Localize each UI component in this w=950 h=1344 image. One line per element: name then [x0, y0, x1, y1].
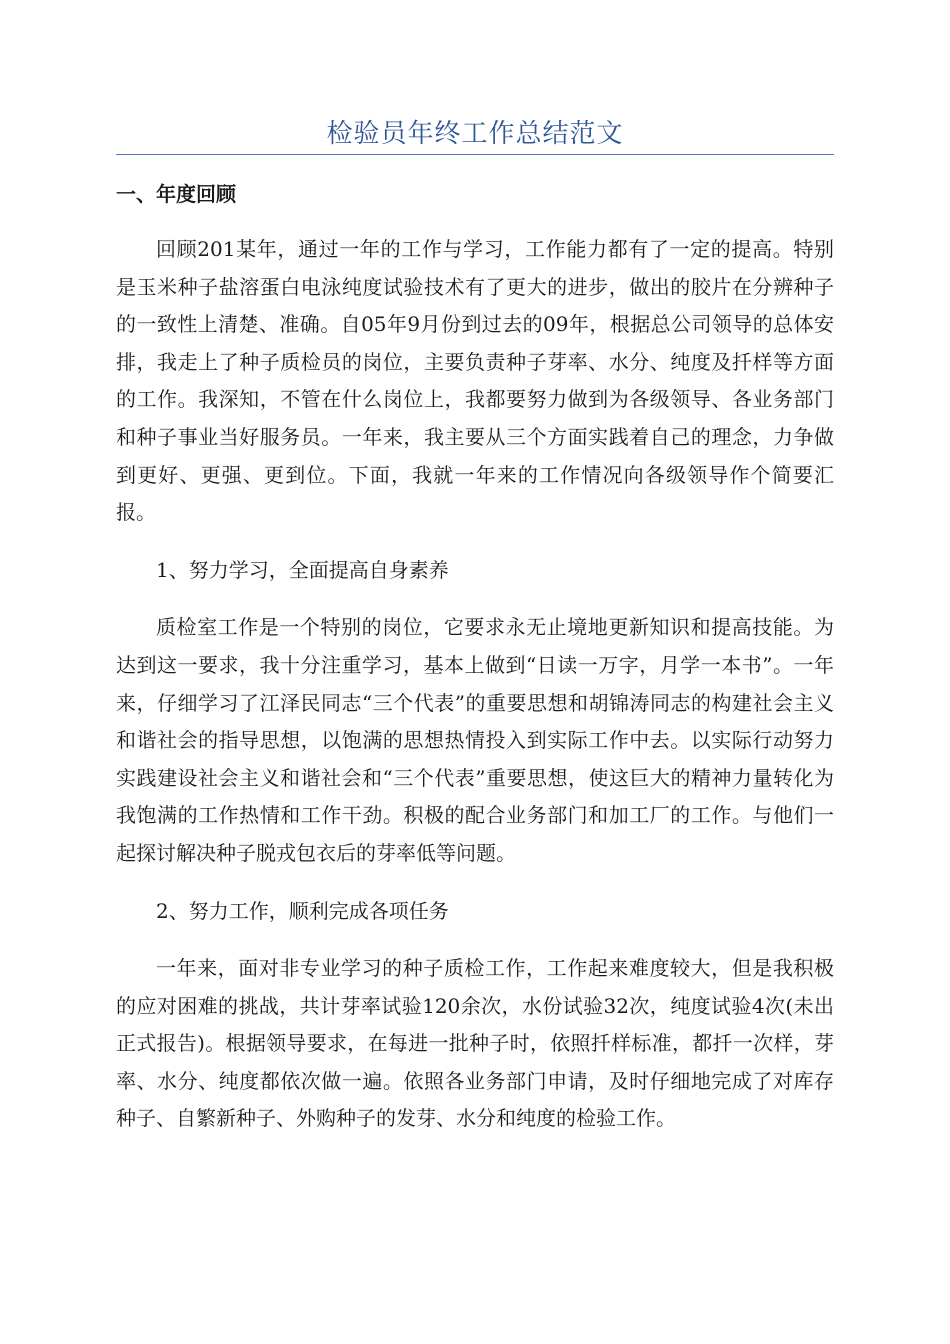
subheading-work: 2、努力工作，顺利完成各项任务 [156, 898, 449, 923]
paragraph-study: 质检室工作是一个特别的岗位，它要求永无止境地更新知识和提高技能。为达到这一要求，我十分注重学习，基本上做到“日读一万字，月学一本书”。一年来，仔细学习了江泽民同志“三个代表”的重要思想和胡锦涛同志的构建社会主义和谐社会的指导思想，以饱满的思想热情投入到实际工作中去。以实际行动努力实践建设社会主义和谐社会和“三个代表”重要思想，使这巨大的精神力量转化为我饱满的工作热情和工作干劲。积极的配合业务部门和加工厂的工作。与他们一起探讨解决种子脱戎包衣后的芽率低等问题。 [116, 615, 834, 865]
paragraph-work: 一年来，面对非专业学习的种子质检工作，工作起来难度较大，但是我积极的应对困难的挑战，共计芽率试验120余次，水份试验32次，纯度试验4次(未出正式报告)。根据领导要求，在每进一批种子时，依照扦样标准，都扦一次样，芽率、水分、纯度都依次做一遍。依照各业务部门申请，及时仔细地完成了对库存种子、自繁新种子、外购种子的发芽、水分和纯度的检验工作。 [116, 956, 834, 1131]
section-heading: 一、年度回顾 [116, 182, 236, 206]
subheading-study: 1、努力学习，全面提高自身素养 [156, 557, 449, 582]
paragraph-annual-review: 回顾201某年，通过一年的工作与学习，工作能力都有了一定的提高。特别是玉米种子盐溶蛋白电泳纯度试验技术有了更大的进步，做出的胶片在分辨种子的一致性上清楚、准确。自05年9月份到过去的09年，根据总公司领导的总体安排，我走上了种子质检员的岗位，主要负责种子芽率、水分、纯度及扦样等方面的工作。我深知，不管在什么岗位上，我都要努力做到为各级领导、各业务部门和种子事业当好服务员。一年来，我主要从三个方面实践着自己的理念，力争做到更好、更强、更到位。下面，我就一年来的工作情况向各级领导作个简要汇报。 [116, 237, 834, 525]
title-underline [116, 154, 834, 155]
document-title: 检验员年终工作总结范文 [326, 119, 624, 149]
document-body [116, 176, 834, 1158]
